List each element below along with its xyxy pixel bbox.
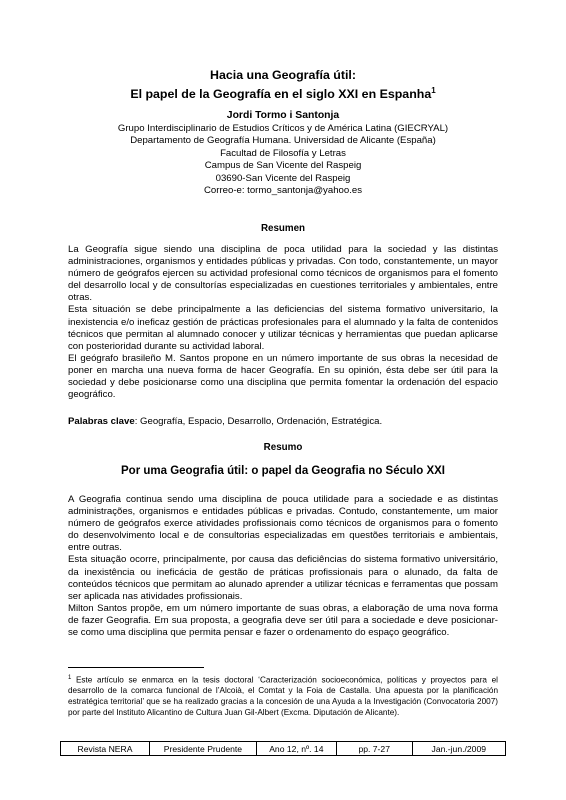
affiliation-email: Correo-e: tormo_santonja@yahoo.es [204, 185, 362, 197]
footnote-divider [68, 667, 204, 668]
resumo-paragraph: A Geografia continua sendo uma disciplina de pouca utilidade para a sociedade e as distintas administrações, organismos e entidades públicas e privadas. Contudo, constantemente, um maior número de geógrafos exerce atividades profissionais como técnicos de organismos para o fomento do desenvolvimento local e de consultorias especializadas em questões territoriais e ambientais, entre outras. [68, 494, 498, 554]
journal-reference-row [61, 742, 506, 756]
footnote-mark: 1 [68, 675, 72, 681]
title-line-2 [60, 83, 506, 102]
journal-reference-table [60, 741, 506, 756]
author-name: Jordi Tormo i Santonja [226, 110, 340, 121]
resumo-paragraph: Milton Santos propõe, em um número importante de suas obras, a elaboração de uma nova forma de fazer Geografia. Em sua proposta, a geografia deve ser útil para a sociedade e deve posicionar-se como uma disciplina que permita pensar e fazer o ordenamento do espaço geográfico. [68, 602, 498, 639]
resumen-body [68, 244, 498, 401]
journal-name-cell: Revista NERA [61, 742, 150, 756]
resumo-title: Por uma Geografia útil: o papel da Geografia no Século XXI [121, 465, 445, 477]
author-affiliation [60, 123, 506, 197]
resumo-body [68, 494, 498, 639]
affiliation-line: Departamento de Geografía Humana. Universidad de Alicante (España) [130, 135, 436, 147]
journal-issue-cell: Ano 12, nº. 14 [256, 742, 336, 756]
title-footnote-mark[interactable]: 1 [431, 86, 436, 95]
affiliation-line: 03690-San Vicente del Raspeig [215, 172, 351, 184]
footnote [68, 673, 498, 719]
journal-city-cell: Presidente Prudente [150, 742, 257, 756]
keywords-list: : Geografía, Espacio, Desarrollo, Ordenación, Estratégica. [134, 416, 383, 427]
paper-title [60, 67, 506, 102]
keywords [68, 416, 498, 428]
journal-date-cell: Jan.-jun./2009 [412, 742, 505, 756]
title-line-1: Hacia una Geografía útil: [210, 68, 356, 82]
journal-pages-cell: pp. 7-27 [336, 742, 412, 756]
footnote-text: Este artículo se enmarca en la tesis doctoral ‘Caracterización socioeconómica, políticas y proyectos para el desarrollo de la comarca funcional de l’Alcoià, el Comtat y la Foia de Castalla. Una apuesta por la planificación estratégica territorial’ que se ha realizado gracias a la concesión de una Ayuda a la Investigación (Convocatoria 2007) por parte del Instituto Alicantino de Cultura Juan Gil-Albert (Excma. Diputación de Alicante). [68, 675, 498, 717]
title-line-2-text: El papel de la Geografía en el siglo XXI en Espanha [130, 87, 432, 102]
resumen-heading: Resumen [260, 223, 306, 234]
affiliation-line: Facultad de Filosofía y Letras [220, 147, 346, 159]
affiliation-line: Campus de San Vicente del Raspeig [204, 160, 362, 172]
resumen-paragraph: La Geografía sigue siendo una disciplina de poca utilidad para la sociedad y las distintas administraciones, organismos y entidades públicas y privadas. Con todo, constantemente, un mayor número de geógrafos ejercen su actividad profesional como técnicos de organismos para el fomento del desarrollo local y de consultorías especializadas en cuestiones territoriales y ambientales, entre otras. [68, 244, 498, 304]
resumen-paragraph: Esta situación se debe principalmente a las deficiencias del sistema formativo universitario, la inexistencia e/o ineficaz gestión de prácticas profesionales para el alumnado y la falta de contenidos técnicos que permitan al alumnado conocer y utilizar técnicas y herramientas que puedan aplicarse con posterioridad durante su actividad laboral. [68, 304, 498, 352]
resumen-paragraph: El geógrafo brasileño M. Santos propone en un número importante de sus obras la necesidad de poner en marcha una nueva forma de hacer Geografía. En su opinión, ésta debe ser útil para la sociedad y debe posicionarse como una disciplina que permita fomentar la ordenación del espacio geográfico. [68, 352, 498, 401]
resumo-heading: Resumo [263, 442, 303, 453]
resumo-paragraph: Esta situação ocorre, principalmente, por causa das deficiências do sistema formativo universitário, da inexistência ou ineficácia de gestão de práticas profissionais para o alunado, da falta de conteúdos técnicos que permitam ao alunado aprender a utilizar técnicas e ferramentas que possam ser aplicada nas atividades profissionais. [68, 554, 498, 602]
affiliation-line: Grupo Interdisciplinario de Estudios Críticos y de América Latina (GIECRYAL) [117, 123, 449, 134]
keywords-label: Palabras clave [68, 416, 135, 427]
